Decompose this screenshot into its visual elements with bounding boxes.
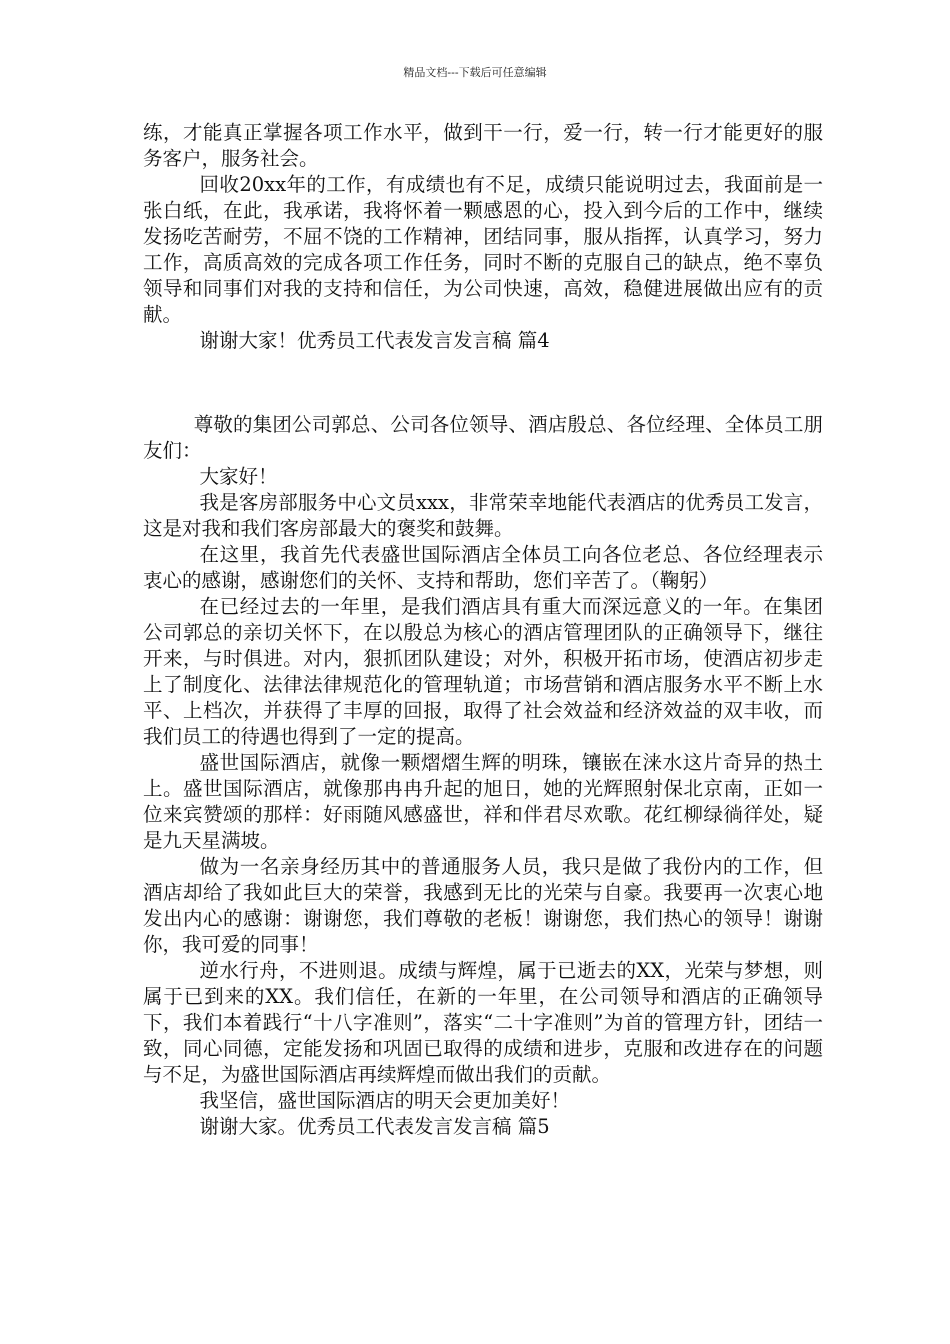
paragraph-salutation: 尊敬的集团公司郭总、公司各位领导、酒店殷总、各位经理、全体员工朋友们： [143,413,823,462]
page-header: 精品文档---下载后可任意编辑 [403,66,547,79]
paragraph-thanks-heading-4: 谢谢大家！优秀员工代表发言发言稿 篇4 [199,329,550,352]
paragraph-belief: 我坚信，盛世国际酒店的明天会更加美好！ [199,1089,571,1112]
paragraph-honor: 做为一名亲身经历其中的普通服务人员，我只是做了我份内的工作，但酒店却给了我如此巨大的荣誉，我感到无比的光荣与自豪。我要再一次衷心地发出内心的感谢：谢谢您，我们尊敬的老板！谢谢您，我们热心的领导！谢谢你，我可爱的同事！ [143,855,823,956]
paragraph-thanks-heading-5: 谢谢大家。优秀员工代表发言发言稿 篇5 [199,1115,550,1138]
paragraph-gratitude: 在这里，我首先代表盛世国际酒店全体员工向各位老总、各位经理表示衷心的感谢，感谢您们的关怀、支持和帮助，您们辛苦了。（鞠躬） [143,543,823,592]
paragraph-past-year: 在已经过去的一年里，是我们酒店具有重大而深远意义的一年。在集团公司郭总的亲切关怀下，在以殷总为核心的酒店管理团队的正确领导下，继往开来，与时俱进。对内，狠抓团队建设；对外，积极开拓市场，使酒店初步走上了制度化、法律法律规范化的管理轨道；市场营销和酒店服务水平不断上水平、上档次，并获得了丰厚的回报，取得了社会效益和经济效益的双丰收，而我们员工的待遇也得到了一定的提高。 [143,595,823,748]
document-body [143,120,823,1140]
paragraph-continuation: 练，才能真正掌握各项工作水平，做到干一行，爱一行，转一行才能更好的服务客户，服务社会。 [143,121,823,170]
paragraph-year-review: 回收20xx年的工作，有成绩也有不足，成绩只能说明过去，我面前是一张白纸，在此，我承诺，我将怀着一颗感恩的心，投入到今后的工作中，继续发扬吃苦耐劳，不屈不饶的工作精神，团结同事，服从指挥，认真学习，努力工作，高质高效的完成各项工作任务，同时不断的克服自己的缺点，绝不辜负领导和同事们对我的支持和信任，为公司快速，高效，稳健进展做出应有的贡献。 [143,173,823,326]
section-gap [143,354,823,412]
paragraph-introduction: 我是客房部服务中心文员xxx，非常荣幸地能代表酒店的优秀员工发言，这是对我和我们客房部最大的褒奖和鼓舞。 [143,491,823,540]
paragraph-greeting: 大家好！ [199,465,278,488]
paragraph-future: 逆水行舟，不进则退。成绩与辉煌，属于已逝去的XX，光荣与梦想，则属于已到来的XX。我们信任，在新的一年里，在公司领导和酒店的正确领导下，我们本着践行“十八字准则”，落实“二十字准则”为首的管理方针，团结一致，同心同德，定能发扬和巩固已取得的成绩和进步，克服和改进存在的问题与不足，为盛世国际酒店再续辉煌而做出我们的贡献。 [143,959,823,1086]
paragraph-hotel-praise: 盛世国际酒店，就像一颗熠熠生辉的明珠，镶嵌在涞水这片奇异的热土上。盛世国际酒店，就像那冉冉升起的旭日，她的光辉照射保北京南，正如一位来宾赞颂的那样：好雨随风感盛世，祥和伴君尽欢歌。花红柳绿徜徉处，疑是九天星满坡。 [143,751,823,852]
